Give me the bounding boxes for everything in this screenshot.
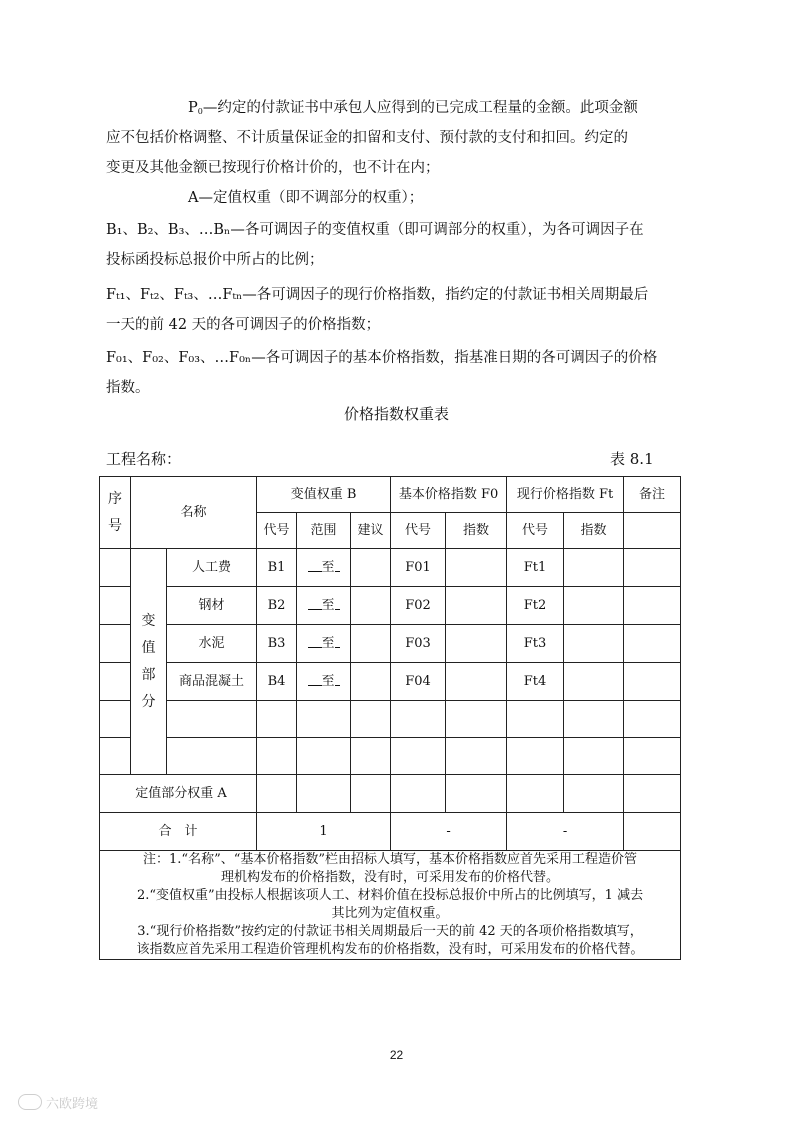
header-name: 名称 — [131, 477, 257, 549]
header-base-value: 指数 — [446, 513, 507, 549]
table-row — [100, 701, 681, 738]
header-current-code: 代号 — [507, 513, 564, 549]
watermark — [18, 1093, 98, 1112]
p0-line1: $P_0—$约定的付款证书中承包人应得到的已完成工程量的金额。此项金额 — [188, 100, 638, 116]
f0-definition-line2: 指数。 — [106, 380, 150, 396]
ft-definition-line1: Fₜ₁、Fₜ₂、Fₜ₃、…Fₜₙ—各可调因子的现行价格指数，指约定的付款证书相关周期最后 — [106, 287, 649, 303]
row-name: 钢材 — [167, 587, 257, 625]
row-f0-code: F01 — [391, 549, 446, 587]
row-name: 水泥 — [167, 625, 257, 663]
a-definition: A—定值权重（即不调部分的权重）； — [188, 190, 424, 206]
f0-definition-line1: F₀₁、F₀₂、F₀₃、…F₀ₙ—各可调因子的基本价格指数，指基准日期的各可调因子的价格 — [106, 350, 658, 366]
row-code: B4 — [257, 663, 297, 701]
p0-line2: 应不包括价格调整、不计质量保证金的扣留和支付、预付款的支付和扣回。约定的 — [106, 130, 628, 146]
note-1-line1: 注：1.“名称”、“基本价格指数”栏由招标人填写，基本价格指数应首先采用工程造价管 — [143, 852, 638, 867]
header-remarks-blank — [624, 513, 681, 549]
table-row — [100, 625, 681, 663]
row-range: 至 — [297, 587, 351, 625]
note-2-line1: 2.“变值权重”由投标人根据该项人工、材料价值在投标总报价中所占的比例填写，1 减去 — [136, 888, 644, 903]
table-row — [100, 738, 681, 775]
page-number: 22 — [389, 1048, 404, 1062]
project-name-label: 工程名称： — [106, 450, 182, 468]
row-f0-code: F04 — [391, 663, 446, 701]
header-suggestion: 建议 — [351, 513, 391, 549]
row-f0-code: F02 — [391, 587, 446, 625]
table-notes — [100, 851, 681, 960]
table-row — [100, 587, 681, 625]
row-range: 至 — [297, 663, 351, 701]
table-title: 价格指数权重表 — [343, 405, 449, 423]
row-f0-code: F03 — [391, 625, 446, 663]
watermark-logo-icon — [18, 1094, 42, 1110]
fixed-weight-row — [100, 775, 681, 813]
fixed-weight-label: 定值部分权重 A — [100, 775, 257, 813]
table-number: 表 8.1 — [610, 450, 654, 468]
total-label: 合 计 — [100, 813, 257, 851]
row-name: 商品混凝土 — [167, 663, 257, 701]
table-row — [100, 549, 681, 587]
total-dash-current: - — [507, 813, 624, 851]
header-base-index: 基本价格指数 F0 — [391, 477, 507, 513]
row-ft-code: Ft2 — [507, 587, 564, 625]
row-ft-code: Ft4 — [507, 663, 564, 701]
header-variable-weight: 变值权重 B — [257, 477, 391, 513]
variable-section-label: 变值部分 — [131, 549, 167, 775]
total-row — [100, 813, 681, 851]
note-1-line2: 理机构发布的价格指数，没有时，可采用发布的价格代替。 — [221, 870, 560, 885]
price-index-weight-table — [99, 476, 681, 960]
header-current-value: 指数 — [564, 513, 624, 549]
note-3-line1: 3.“现行价格指数”按约定的付款证书相关周期最后一天的前 42 天的各项价格指数填写， — [137, 924, 643, 939]
row-range: 至 — [297, 549, 351, 587]
note-2-line2: 其比列为定值权重。 — [331, 906, 449, 921]
b-definition-line2: 投标函投标总报价中所占的比例； — [106, 252, 324, 268]
row-ft-code: Ft1 — [507, 549, 564, 587]
row-code: B1 — [257, 549, 297, 587]
row-range: 至 — [297, 625, 351, 663]
row-code: B2 — [257, 587, 297, 625]
row-name: 人工费 — [167, 549, 257, 587]
header-range: 范围 — [297, 513, 351, 549]
total-dash-base: - — [391, 813, 507, 851]
ft-definition-line2: 一天的前 42 天的各可调因子的价格指数； — [106, 317, 381, 333]
row-ft-code: Ft3 — [507, 625, 564, 663]
watermark-text: 六欧跨境 — [46, 1096, 99, 1111]
p0-line3: 变更及其他金额已按现行价格计价的，也不计在内； — [106, 160, 440, 176]
b-definition-line1: B₁、B₂、B₃、…Bₙ—各可调因子的变值权重（即可调部分的权重），为各可调因子在 — [106, 222, 644, 238]
row-code: B3 — [257, 625, 297, 663]
header-seq: 序号 — [100, 477, 131, 549]
header-current-index: 现行价格指数 Ft — [507, 477, 624, 513]
header-code: 代号 — [257, 513, 297, 549]
header-remarks: 备注 — [624, 477, 681, 513]
header-base-code: 代号 — [391, 513, 446, 549]
note-3-line2: 该指数应首先采用工程造价管理机构发布的价格指数，没有时，可采用发布的价格代替。 — [136, 942, 644, 957]
total-value: 1 — [257, 813, 391, 851]
table-row — [100, 663, 681, 701]
